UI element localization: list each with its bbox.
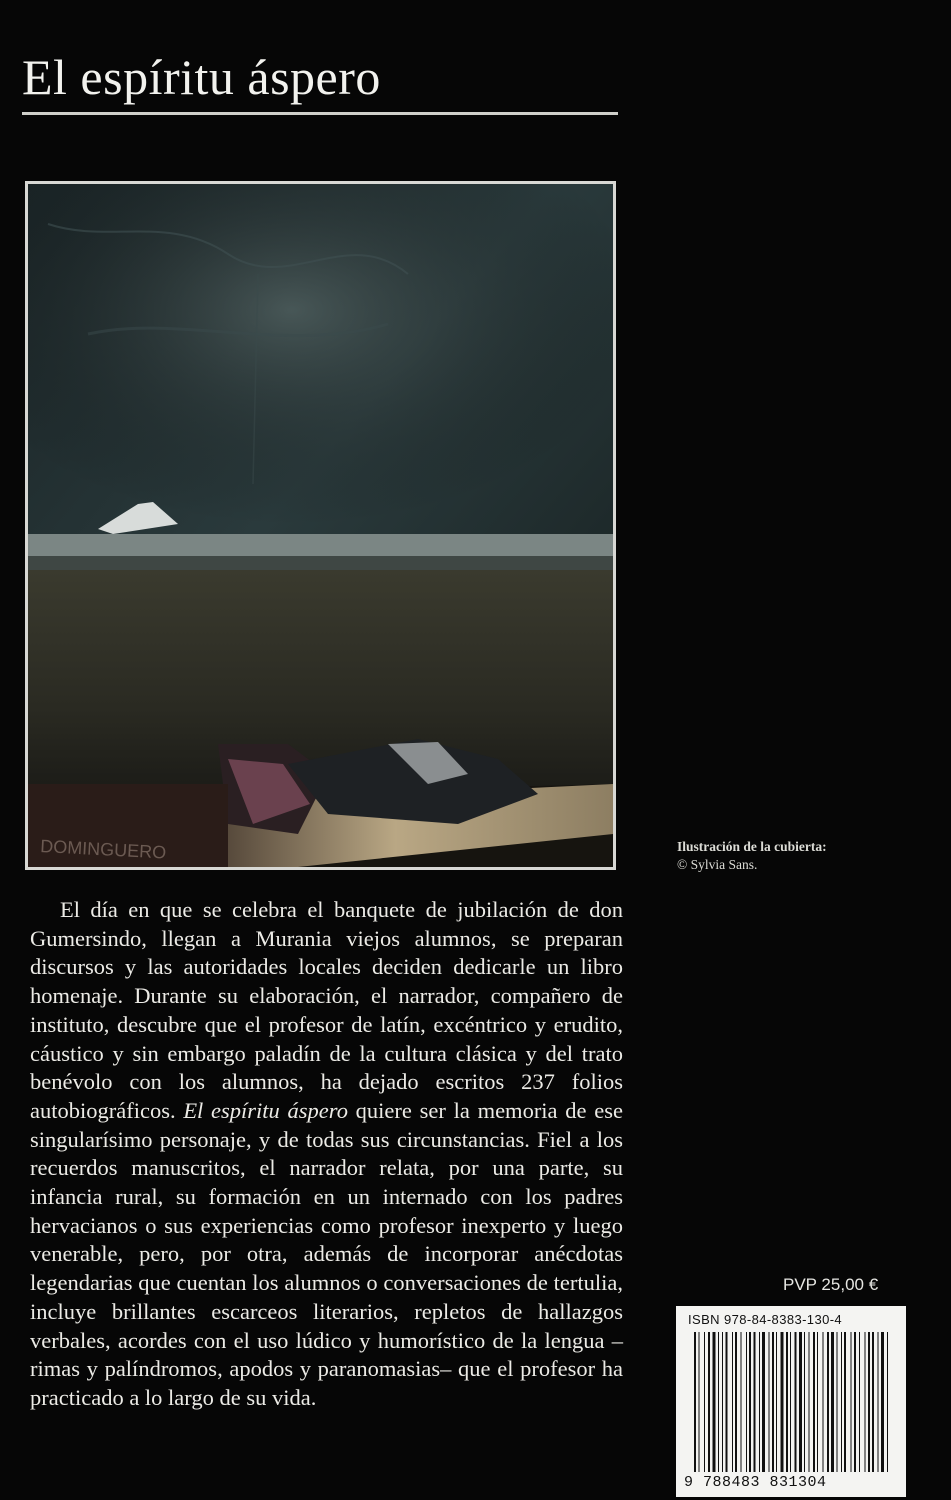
back-cover-blurb xyxy=(30,896,623,1413)
barcode-bar xyxy=(795,1332,797,1472)
barcode-bar xyxy=(762,1332,765,1472)
barcode-bar xyxy=(831,1332,834,1472)
barcode-bar xyxy=(878,1332,879,1472)
barcode-bar xyxy=(881,1332,884,1472)
barcode-bar xyxy=(735,1332,737,1472)
barcode-bars xyxy=(694,1332,890,1472)
barcode-bar xyxy=(827,1332,829,1472)
barcode-bar xyxy=(809,1332,810,1472)
barcode-bar xyxy=(851,1332,852,1472)
barcode-bar xyxy=(732,1332,733,1472)
barcode-bar xyxy=(841,1332,842,1472)
barcode-panel xyxy=(676,1306,906,1497)
barcode-bar xyxy=(887,1332,888,1472)
barcode-bar xyxy=(872,1332,874,1472)
barcode-bar xyxy=(854,1332,856,1472)
barcode-bar xyxy=(746,1332,747,1472)
barcode-bar xyxy=(776,1332,777,1472)
barcode-bar xyxy=(859,1332,860,1472)
barcode-bar xyxy=(868,1332,870,1472)
barcode-bar xyxy=(817,1332,818,1472)
barcode-bar xyxy=(769,1332,770,1472)
barcode-bar xyxy=(790,1332,791,1472)
barcode-bar xyxy=(823,1332,824,1472)
blurb-title-ref: El espíritu áspero xyxy=(183,1097,348,1123)
barcode-bar xyxy=(781,1332,784,1472)
barcode-bar xyxy=(813,1332,815,1472)
barcode-bar xyxy=(722,1332,723,1472)
cover-credit-label: Ilustración de la cubierta: xyxy=(677,839,827,854)
barcode-bar xyxy=(708,1332,710,1472)
barcode-bar xyxy=(754,1332,756,1472)
isbn-text: ISBN 978-84-8383-130-4 xyxy=(688,1312,843,1327)
barcode-bar xyxy=(713,1332,716,1472)
cover-credit xyxy=(677,838,827,874)
ean-digits: 9 788483 831304 xyxy=(684,1474,827,1491)
barcode-bar xyxy=(749,1332,751,1472)
barcode-bar xyxy=(804,1332,805,1472)
cover-credit-name: © Sylvia Sans. xyxy=(677,857,758,872)
barcode-bar xyxy=(772,1332,774,1472)
barcode-bar xyxy=(759,1332,760,1472)
barcode-bar xyxy=(718,1332,719,1472)
classroom-photo-illustration xyxy=(28,184,613,867)
cover-photo xyxy=(25,181,616,870)
blurb-paragraph xyxy=(30,896,623,1413)
price-label: PVP 25,00 € xyxy=(783,1275,879,1294)
blurb-text-1: El día en que se celebra el banquete de jubilación de don Gumersindo, llegan a Murania viejos alumnos, se preparan discursos y las autoridades locales deciden dedicarle un libro homenaje. Durante su elaboración, el narrador, compañero de instituto, descubre que el profesor de latín, excéntrico y erudito, cáustico y sin embargo paladín de la cultura clásica y del trato benévolo con los alumnos, ha dejado escritos 237 folios autobiográficos. xyxy=(30,897,623,1123)
chalk-inscription: DOMINGUERO xyxy=(39,836,167,863)
barcode-bar xyxy=(726,1332,728,1472)
title-rule xyxy=(22,112,618,115)
blurb-text-2: quiere ser la memoria de ese singularísimo personaje, y de todas sus circunstancias. Fiel a los recuerdos manuscritos, el narrador relata, por una parte, su infancia rural, su formación en un internado con los padres hervacianos o sus experiencias como profesor inexperto y luego venerable, pero, por otra, además de incorporar anécdotas legendarias que cuentan los alumnos o conversaciones de tertulia, incluye brillantes escarceos literarios, repletos de hallazgos verbales, acordes con el uso lúdico y humorístico de la lengua –rimas y palíndromos, apodos y paranomasias– que el profesor ha practicado a lo largo de su vida. xyxy=(30,1097,623,1410)
book-title: El espíritu áspero xyxy=(22,49,381,105)
barcode-bar xyxy=(865,1332,866,1472)
barcode-bar xyxy=(704,1332,705,1472)
barcode-bar xyxy=(741,1332,742,1472)
barcode-bar xyxy=(844,1332,846,1472)
barcode-bar xyxy=(699,1332,700,1472)
barcode-bar xyxy=(799,1332,802,1472)
barcode-bar xyxy=(694,1332,696,1472)
barcode-bar xyxy=(837,1332,838,1472)
barcode-bar xyxy=(786,1332,788,1472)
